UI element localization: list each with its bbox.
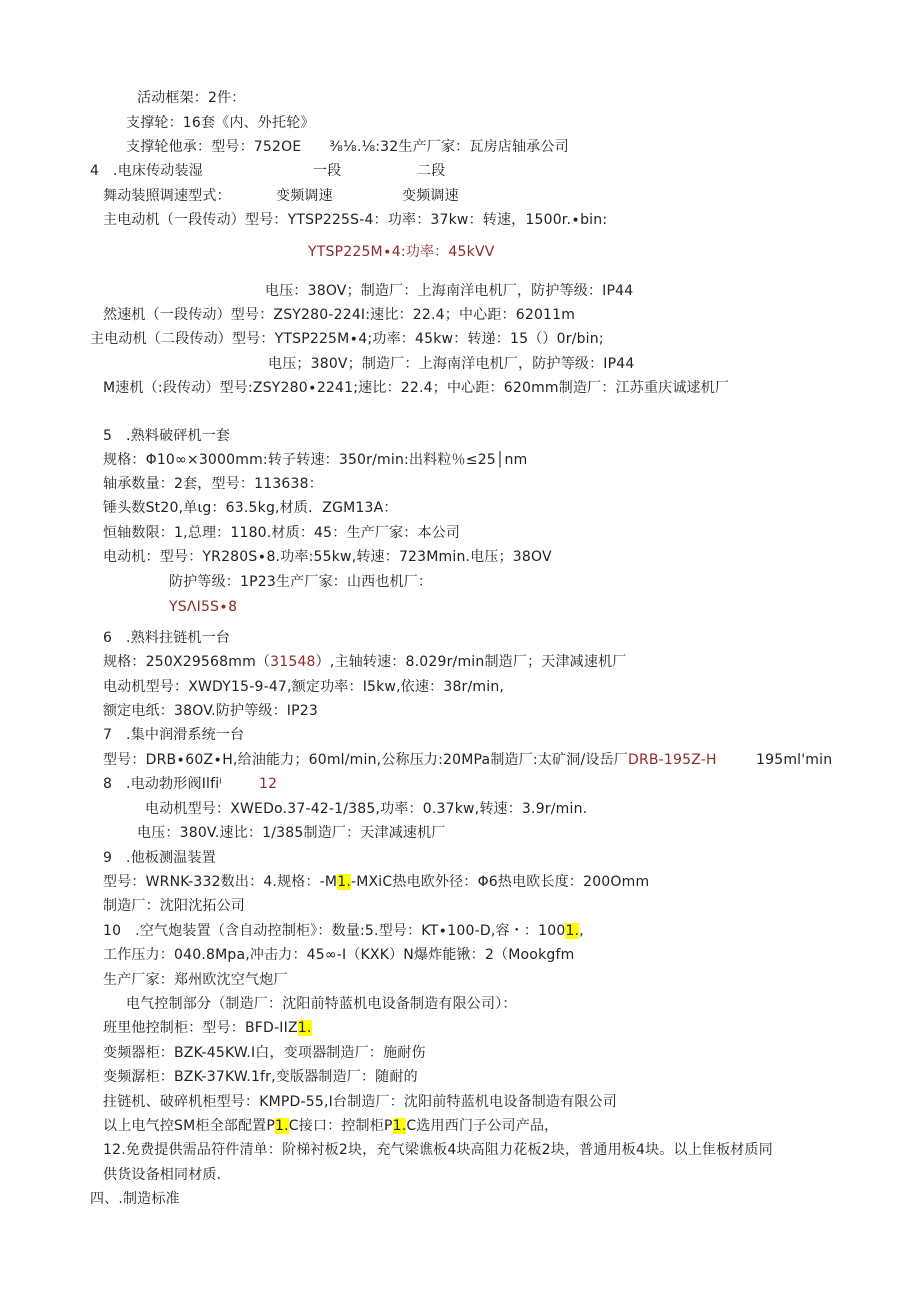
text-line-vfd-37: 变频潺柜：BZK-37KW.1fr,变版器制造厂：随耐的	[103, 1069, 418, 1085]
text-line-rated-voltage: 额定电纸：38OV.防护等级：IP23	[103, 703, 318, 719]
section-heading-standards: 四、.制造标准	[90, 1191, 180, 1207]
text-value-speed-type-2: 变频调速	[402, 188, 459, 204]
lubrication-spec: 型号：DRB∙60Z∙H,给油能力；60ml∕min,公称压力:20MPa制造厂:太矿洞/设岳厂	[103, 752, 628, 768]
text-line-control-cabinet	[103, 1019, 312, 1037]
text-line-crusher-spec: 规格：Φ10∞×3000mm:转子转速：350r∕min:出料粒％≤25│nm	[103, 452, 528, 468]
section-heading-5: 5 .熟料破砰机一套	[103, 428, 231, 444]
text-line-protection: 防护等级：1P23生产厂家：山西也机厂：	[169, 574, 433, 590]
text-line-shaft: 恒轴数限：1,总理：1180.材质：45：生产厂家：本公司	[103, 525, 461, 541]
air-cannon-rest: ,	[579, 923, 584, 939]
highlight-5: 1.	[392, 1118, 407, 1134]
text-line-valve-motor: 电动机型号：XWEDo.37-42-1/385,功率：0.37kw,转速：3.9r∕min.	[145, 801, 588, 817]
text-line-crusher-motor: 电动机：型号：YR280S∙8.功率:55kw,转速：723Mmin.电压；38OV	[103, 549, 552, 565]
text-line-voltage-2: 电压；380V；制造厂：上海南洋电机厂，防护等级：IP44	[268, 356, 635, 372]
text-line-thermo-maker: 制造厂：沈阳沈拓公司	[103, 898, 245, 914]
text-line-support-wheel: 支撑轮：16套《内、外托轮》	[126, 115, 315, 131]
section-heading-6: 6 .熟料拄链机一台	[103, 630, 231, 646]
highlight-2: 1.	[565, 923, 580, 939]
text-line-electrical: 电气控制部分（制造厂：沈阳前特蓝机电设备制造有限公司）：	[126, 996, 517, 1012]
text-line-vfd-45: 变频器柜：BZK-45KW.I白，变项器制造厂：施耐伤	[103, 1045, 426, 1061]
section-heading-10	[103, 922, 584, 940]
highlight-1: 1.	[337, 874, 351, 890]
text-line-chain-motor: 电动机型号：XWDY15-9-47,额定功率：I5kw,依速：38r∕min,	[103, 679, 505, 695]
text-line-chain-spec	[103, 653, 626, 671]
text-line-main-motor-1: 主电动机（一段传动）型号：YTSP225S-4：功率：37kw：转速，1500r.∙bin:	[103, 212, 608, 228]
annotation-red-motor-model: YTSP225M∙4:功率：45kVV	[308, 244, 495, 260]
text-line-bearing-qty: 轴承数量：2套，型号：113638：	[103, 476, 323, 492]
column-label-stage-2: 二段	[417, 163, 446, 179]
thermocouple-rest: -MXiC热电欧外径：Φ6热电欧长度：200Omm	[350, 874, 650, 890]
text-line-support-bearing: 支撑轮他承：型号：752OE ⅜⅛.⅛:32生产厂家：瓦房店轴承公司	[126, 139, 569, 155]
highlight-4: 1.	[275, 1118, 289, 1134]
text-value-speed-type-1: 变频调速	[276, 188, 333, 204]
air-cannon-part: 10 .空气炮装置（含自动控制柜》：数量:5.型号：KT∙100-D,容・：100	[103, 923, 566, 939]
plc-part-3: C选用西门子公司产品，	[406, 1118, 559, 1134]
column-label-stage-1: 一段	[313, 163, 342, 179]
text-line-spare-parts: 12.免费提供需品符件清单：阶梯衬板2块，充气梁谯板4块高阻力花板2块，普通用板4块。以上隹板材质同	[103, 1142, 773, 1158]
control-cabinet-part: 班里他控制柜：型号：BFD-IIZ	[103, 1020, 298, 1036]
annotation-red-12: 12	[259, 776, 278, 792]
annotation-red-drb: DRB-195Z-H	[627, 752, 717, 768]
text-line-valve-voltage: 电压：380V.速比：1/385制造厂：天津减速机厂	[137, 825, 446, 841]
section-heading-4: 4 .电床传动装湿	[90, 163, 203, 179]
thermocouple-part: 型号：WRNK-332数出：4.规格：-M	[103, 874, 338, 890]
section-heading-7: 7 .集中润滑系统一台	[103, 727, 245, 743]
text-line-plc	[103, 1117, 558, 1135]
text-line-kmpd: 拄链机、破碎机柜型号：KMPD-55,I台制造厂：沈阳前特蓝机电设备制造有限公司	[103, 1094, 617, 1110]
annotation-red-ys: YSΛI5S∙8	[169, 599, 238, 615]
annotation-red-31548: 31548	[270, 654, 316, 670]
highlight-3: 1.	[297, 1020, 312, 1036]
plc-part-2: C接口：控制柜P	[288, 1118, 393, 1134]
text-value-flow: 195ml'min	[756, 752, 833, 768]
text-line-thermocouple	[103, 873, 649, 891]
text-line-pressure: 工作压力：040.8Mpa,冲击力：45∞-I（KXK）N爆炸能锹：2（Mookgfm	[103, 947, 575, 963]
text-line-material: 供货设备相同材质.	[103, 1167, 222, 1183]
chain-spec-part: 规格：250X29568mm（	[103, 654, 271, 670]
text-line-reducer-2: M速机（:段传动）型号:ZSY280∙2241;速比：22.4；中心距：620mm制造厂：江苏重庆诚逑机厂	[103, 380, 730, 396]
text-line-reducer-1: 然速机（一段传动）型号：ZSY280-224I:速比：22.4；中心距：62011m	[103, 307, 576, 323]
text-line-voltage-1: 电压：38OV；制造厂：上海南洋电机厂，防护等级：IP44	[265, 283, 634, 299]
section-heading-9: 9 .他板测温装置	[103, 850, 216, 866]
text-line-speed-type: 舞动装照调速型式：	[103, 188, 231, 204]
chain-spec-rest: ）,主轴转速：8.029r∕min制造厂；天津减速机厂	[315, 654, 627, 670]
text-line-hammer: 锤头数St20,单ιg：63.5kg,材质．ZGM13A：	[103, 500, 398, 516]
text-line-main-motor-2: 主电动机（二段传动）型号：YTSP225M∙4;功率：45kw：转递：15（）0r∕bin;	[90, 331, 604, 347]
text-line-movable-frame: 活动框架：2件：	[137, 90, 246, 106]
plc-part-1: 以上电气控SM柜全部配置P	[103, 1118, 276, 1134]
section-heading-8: 8 .电动勃形阀Ilfiⁱ	[103, 776, 223, 792]
text-line-cannon-maker: 生产厂家：郑州欧沈空气炮厂	[103, 972, 288, 988]
text-line-lubrication	[103, 751, 717, 769]
